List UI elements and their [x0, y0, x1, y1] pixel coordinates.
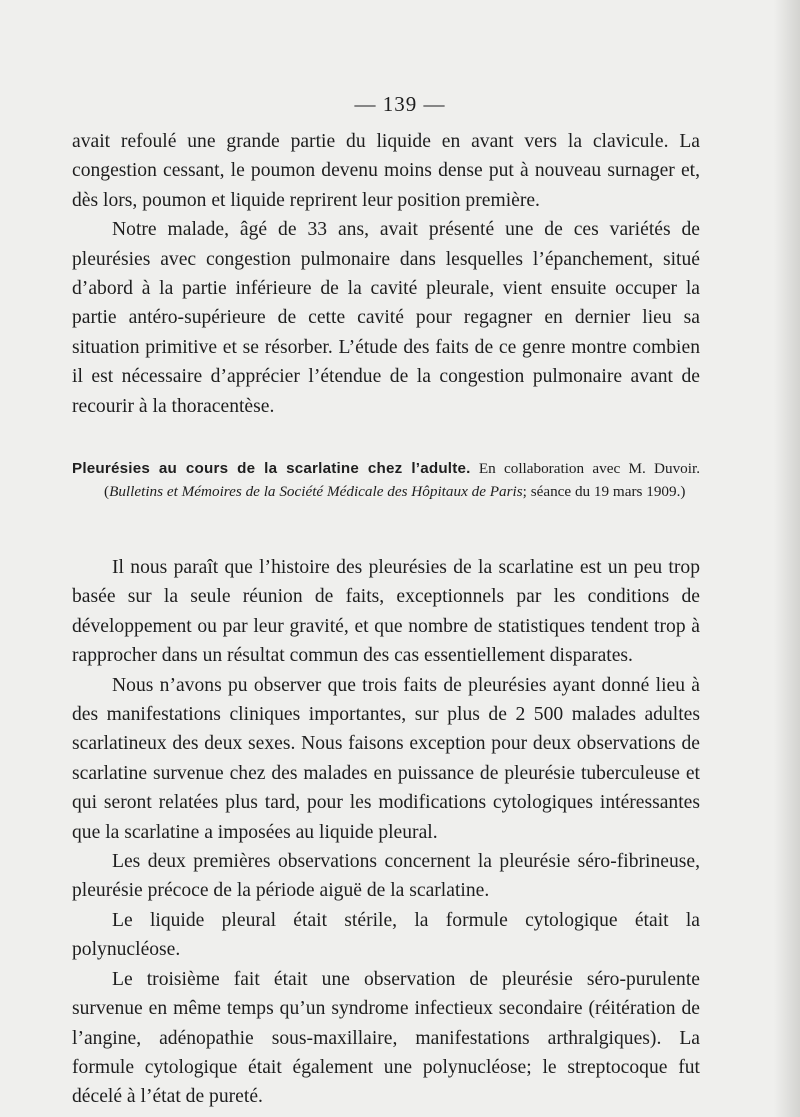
- reference-entry: [72, 458, 700, 503]
- reference-collaboration: En collaboration avec M. Duvoir.: [478, 460, 701, 477]
- text-block-top: [72, 127, 700, 421]
- page-number: — 139 —: [354, 92, 446, 116]
- paragraph: Le troisième fait était une observation de pleurésie séro-purulente survenue en même temps qu’un syndrome infectieux secondaire (réitération de l’angine, adénopathie sous-maxillaire, manifestations arthralgiques). La formule cytologique était également une polynucléose; le streptocoque fut décelé à l’état de pureté.: [72, 968, 700, 1108]
- paragraph: avait refoulé une grande partie du liquide en avant vers la clavicule. La congestion cessant, le poumon devenu moins dense put à nouveau surnager et, dès lors, poumon et liquide reprirent leur position première.: [72, 131, 700, 211]
- paragraph: Le liquide pleural était stérile, la formule cytologique était la polynucléose.: [72, 909, 700, 961]
- bibliographic-reference: [72, 458, 700, 503]
- reference-series: Bulletins et Mémoires de la Société Médicale des Hôpitaux de Paris: [109, 482, 523, 500]
- reference-title: Pleurésies au cours de la scarlatine chez l’adulte.: [72, 460, 471, 477]
- paragraph: Les deux premières observations concernent la pleurésie séro-fibrineuse, pleurésie précoce de la période aiguë de la scarlatine.: [72, 851, 700, 902]
- reference-open-paren: (: [104, 482, 110, 500]
- reference-session: ; séance du 19 mars 1909.): [522, 482, 686, 500]
- page-edge-shadow: [774, 0, 800, 1117]
- paragraph: Il nous paraît que l’histoire des pleurésies de la scarlatine est un peu trop basée sur la seule réunion de faits, exceptionnels par les conditions de développement ou par leur gravité, et que nombre de statistiques tendent trop à rapprocher dans un résultat commun des cas essentiellement disparates.: [72, 557, 700, 667]
- paragraph: Notre malade, âgé de 33 ans, avait présenté une de ces variétés de pleurésies avec congestion pulmonaire dans lesquelles l’épanchement, situé d’abord à la partie inférieure de la cavité pleurale, vient ensuite occuper la partie antéro-supérieure de cette cavité pour regagner en dernier lieu sa situation primitive et se résorber. L’étude des faits de ce genre montre combien il est nécessaire d’apprécier l’étendue de la congestion pulmonaire avant de recourir à la thoracentèse.: [72, 219, 700, 417]
- paragraph: Nous n’avons pu observer que trois faits de pleurésies ayant donné lieu à des manifestations cliniques importantes, sur plus de 2 500 malades adultes scarlatineux des deux sexes. Nous faisons exception pour deux observations de scarlatine survenue chez des malades en puissance de pleurésie tuberculeuse et qui seront relatées plus tard, pour les modifications cytologiques intéressantes que la scarlatine a imposées au liquide pleural.: [72, 674, 700, 843]
- text-block-bottom: [72, 553, 700, 1112]
